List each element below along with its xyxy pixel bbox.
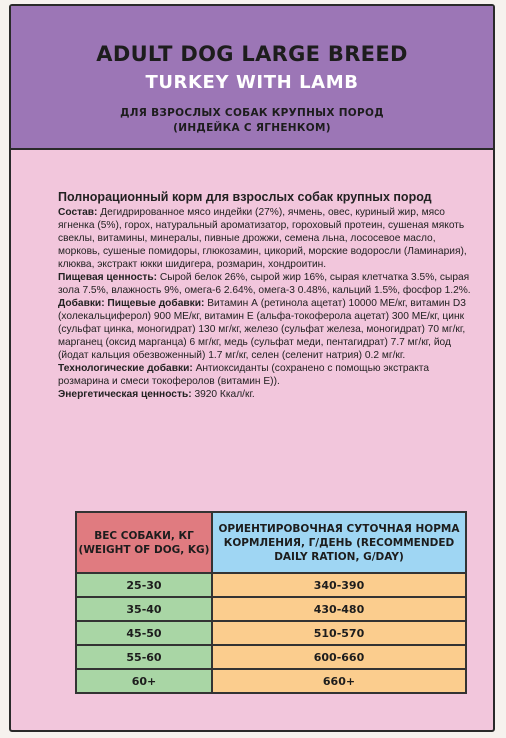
composition-text: Дегидрированное мясо индейки (27%), ячмень, овес, куриный жир, мясо ягненка (5%), горох, натуральный ароматизатор, гороховый протеин, сушеная мякоть свеклы, витамины, минералы, пивные дрожжи, семена льна, лососевое масло, морковь, сушеные помидоры, глюкозамин, цикорий, морские водоросли (Ламинария), клюква, экстракт юкки шидигера, розмарин, хондроитин. — [58, 207, 467, 270]
weight-cell: 25-30 — [77, 574, 211, 596]
nutrition-text: Сырой белок 26%, сырой жир 16%, сырая клетчатка 3.5%, сырая зола 7.5%, влажность 9%, омега-6 2.64%, омега-3 0.48%, кальций 1.5%, фосфор 1.2%. — [58, 272, 471, 296]
ration-cell: 510-570 — [213, 622, 465, 644]
table-header-ration: ОРИЕНТИРОВОЧНАЯ СУТОЧНАЯ НОРМА КОРМЛЕНИЯ, Г/ДЕНЬ (RECOMMENDED DAILY RATION, G/DAY) — [213, 513, 465, 572]
tech-paragraph — [58, 362, 478, 388]
weight-cell: 55-60 — [77, 646, 211, 668]
composition-paragraph — [58, 206, 478, 271]
composition-label: Состав: — [58, 207, 98, 218]
additives-text: Витамин А (ретинола ацетат) 10000 МЕ/кг, витамин D3 (холекальциферол) 900 МЕ/кг, витамин Е (альфа-токоферола ацетат) 300 МЕ/кг, цинк (сульфат цинка, моногидрат) 130 мг/кг, железо (сульфат железа, моногидрат) 70 мг/кг, марганец (оксид марганца) 6 мг/кг, медь (сульфат меди, пентагидрат) 7.7 мг/кг, йод (йодат кальция обезвоженный) 1.7 мг/кг, селен (селенит натрия) 0.2 мг/кг. — [58, 298, 466, 361]
additives-label: Добавки: Пищевые добавки: — [58, 298, 205, 309]
energy-text: 3920 Ккал/кг. — [191, 389, 255, 400]
product-description — [58, 189, 478, 401]
product-flavor: TURKEY WITH LAMB — [145, 72, 359, 93]
table-header-weight: ВЕС СОБАКИ, КГ (WEIGHT OF DOG, KG) — [77, 513, 211, 572]
feeding-table — [75, 511, 467, 694]
product-title: ADULT DOG LARGE BREED — [96, 42, 408, 66]
product-title-ru: ДЛЯ ВЗРОСЛЫХ СОБАК КРУПНЫХ ПОРОД — [120, 107, 384, 119]
table-row — [77, 598, 465, 620]
product-flavor-ru: (ИНДЕЙКА С ЯГНЕНКОМ) — [173, 122, 331, 134]
tech-label: Технологические добавки: — [58, 363, 193, 374]
energy-paragraph — [58, 388, 478, 401]
nutrition-label: Пищевая ценность: — [58, 272, 158, 283]
additives-paragraph — [58, 297, 478, 362]
ration-cell: 340-390 — [213, 574, 465, 596]
ration-cell: 430-480 — [213, 598, 465, 620]
table-row — [77, 622, 465, 644]
product-header — [11, 6, 493, 150]
intro-heading: Полнорационный корм для взрослых собак крупных пород — [58, 190, 432, 204]
weight-cell: 45-50 — [77, 622, 211, 644]
nutrition-paragraph — [58, 271, 478, 297]
product-card — [9, 4, 495, 732]
table-row — [77, 646, 465, 668]
table-row — [77, 670, 465, 692]
energy-label: Энергетическая ценность: — [58, 389, 192, 400]
tech-text: Антиоксиданты (сохранено с помощью экстракта розмарина и смеси токоферолов (витамин Е)). — [58, 363, 429, 387]
weight-cell: 60+ — [77, 670, 211, 692]
ration-cell: 600-660 — [213, 646, 465, 668]
ration-cell: 660+ — [213, 670, 465, 692]
weight-cell: 35-40 — [77, 598, 211, 620]
table-row — [77, 574, 465, 596]
